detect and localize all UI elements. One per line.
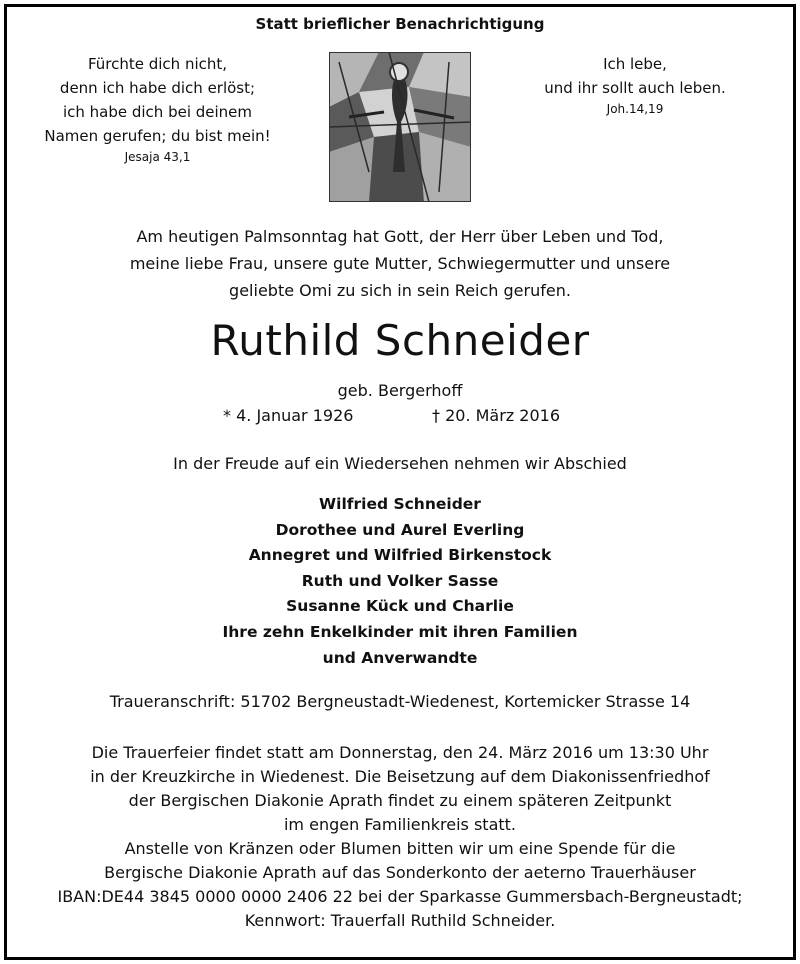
- ceremony-line: im engen Familienkreis statt.: [283, 815, 517, 834]
- verse-line: ich habe dich bei deinem: [62, 103, 253, 121]
- verse-line: und ihr sollt auch leben.: [544, 79, 726, 97]
- life-dates: [0, 406, 800, 432]
- ceremony-details: [0, 741, 800, 933]
- deceased-name: Ruthild Schneider: [210, 316, 590, 365]
- intro-line: meine liebe Frau, unsere gute Mutter, Schwiegermutter und unsere: [129, 254, 671, 273]
- mourner-entry: Ruth und Volker Sasse: [301, 571, 499, 590]
- mourners-list: [0, 492, 800, 671]
- verse-reference: Jesaja 43,1: [124, 150, 191, 164]
- ceremony-line: der Bergischen Diakonie Aprath findet zu einem späteren Zeitpunkt: [128, 791, 672, 810]
- mourner-entry: und Anverwandte: [322, 648, 478, 667]
- verse-line: denn ich habe dich erlöst;: [59, 79, 256, 97]
- ceremony-line: in der Kreuzkirche in Wiedenest. Die Beisetzung auf dem Diakonissenfriedhof: [90, 767, 710, 786]
- mourning-address: Traueranschrift: 51702 Bergneustadt-Wiedenest, Kortemicker Strasse 14: [109, 692, 691, 711]
- verse-line: Namen gerufen; du bist mein!: [44, 127, 271, 145]
- intro-line: geliebte Omi zu sich in sein Reich gerufen.: [229, 281, 571, 300]
- verse-line: Ich lebe,: [603, 55, 667, 73]
- birth-date: * 4. Januar 1926: [223, 406, 354, 425]
- mourner-entry: Susanne Kück und Charlie: [286, 597, 514, 616]
- stained-glass-image: [329, 52, 471, 202]
- ceremony-line: Kennwort: Trauerfall Ruthild Schneider.: [244, 911, 556, 930]
- header-note: Statt brieflicher Benachrichtigung: [255, 15, 545, 33]
- bible-verse-left: [30, 52, 285, 166]
- intro-text: [0, 223, 800, 304]
- bible-verse-right: [525, 52, 745, 118]
- mourner-entry: Wilfried Schneider: [319, 495, 481, 513]
- farewell-text: In der Freude auf ein Wiedersehen nehmen wir Abschied: [173, 454, 627, 473]
- ceremony-line: Die Trauerfeier findet statt am Donnerstag, den 24. März 2016 um 13:30 Uhr: [91, 743, 709, 762]
- mourner-entry: Dorothee und Aurel Everling: [275, 520, 525, 539]
- mourner-entry: Ihre zehn Enkelkinder mit ihren Familien: [222, 622, 578, 641]
- verse-line: Fürchte dich nicht,: [87, 55, 228, 73]
- maiden-name: geb. Bergerhoff: [337, 381, 463, 400]
- mourner-entry: Annegret und Wilfried Birkenstock: [248, 546, 552, 565]
- verse-reference: Joh.14,19: [606, 102, 664, 116]
- ceremony-line: Anstelle von Kränzen oder Blumen bitten wir um eine Spende für die: [124, 839, 676, 858]
- death-date: † 20. März 2016: [432, 406, 561, 425]
- ceremony-line: Bergische Diakonie Aprath auf das Sonderkonto der aeterno Trauerhäuser: [104, 863, 696, 882]
- intro-line: Am heutigen Palmsonntag hat Gott, der Herr über Leben und Tod,: [136, 227, 664, 246]
- ceremony-line: IBAN:DE44 3845 0000 0000 2406 22 bei der Sparkasse Gummersbach-Bergneustadt;: [57, 887, 743, 906]
